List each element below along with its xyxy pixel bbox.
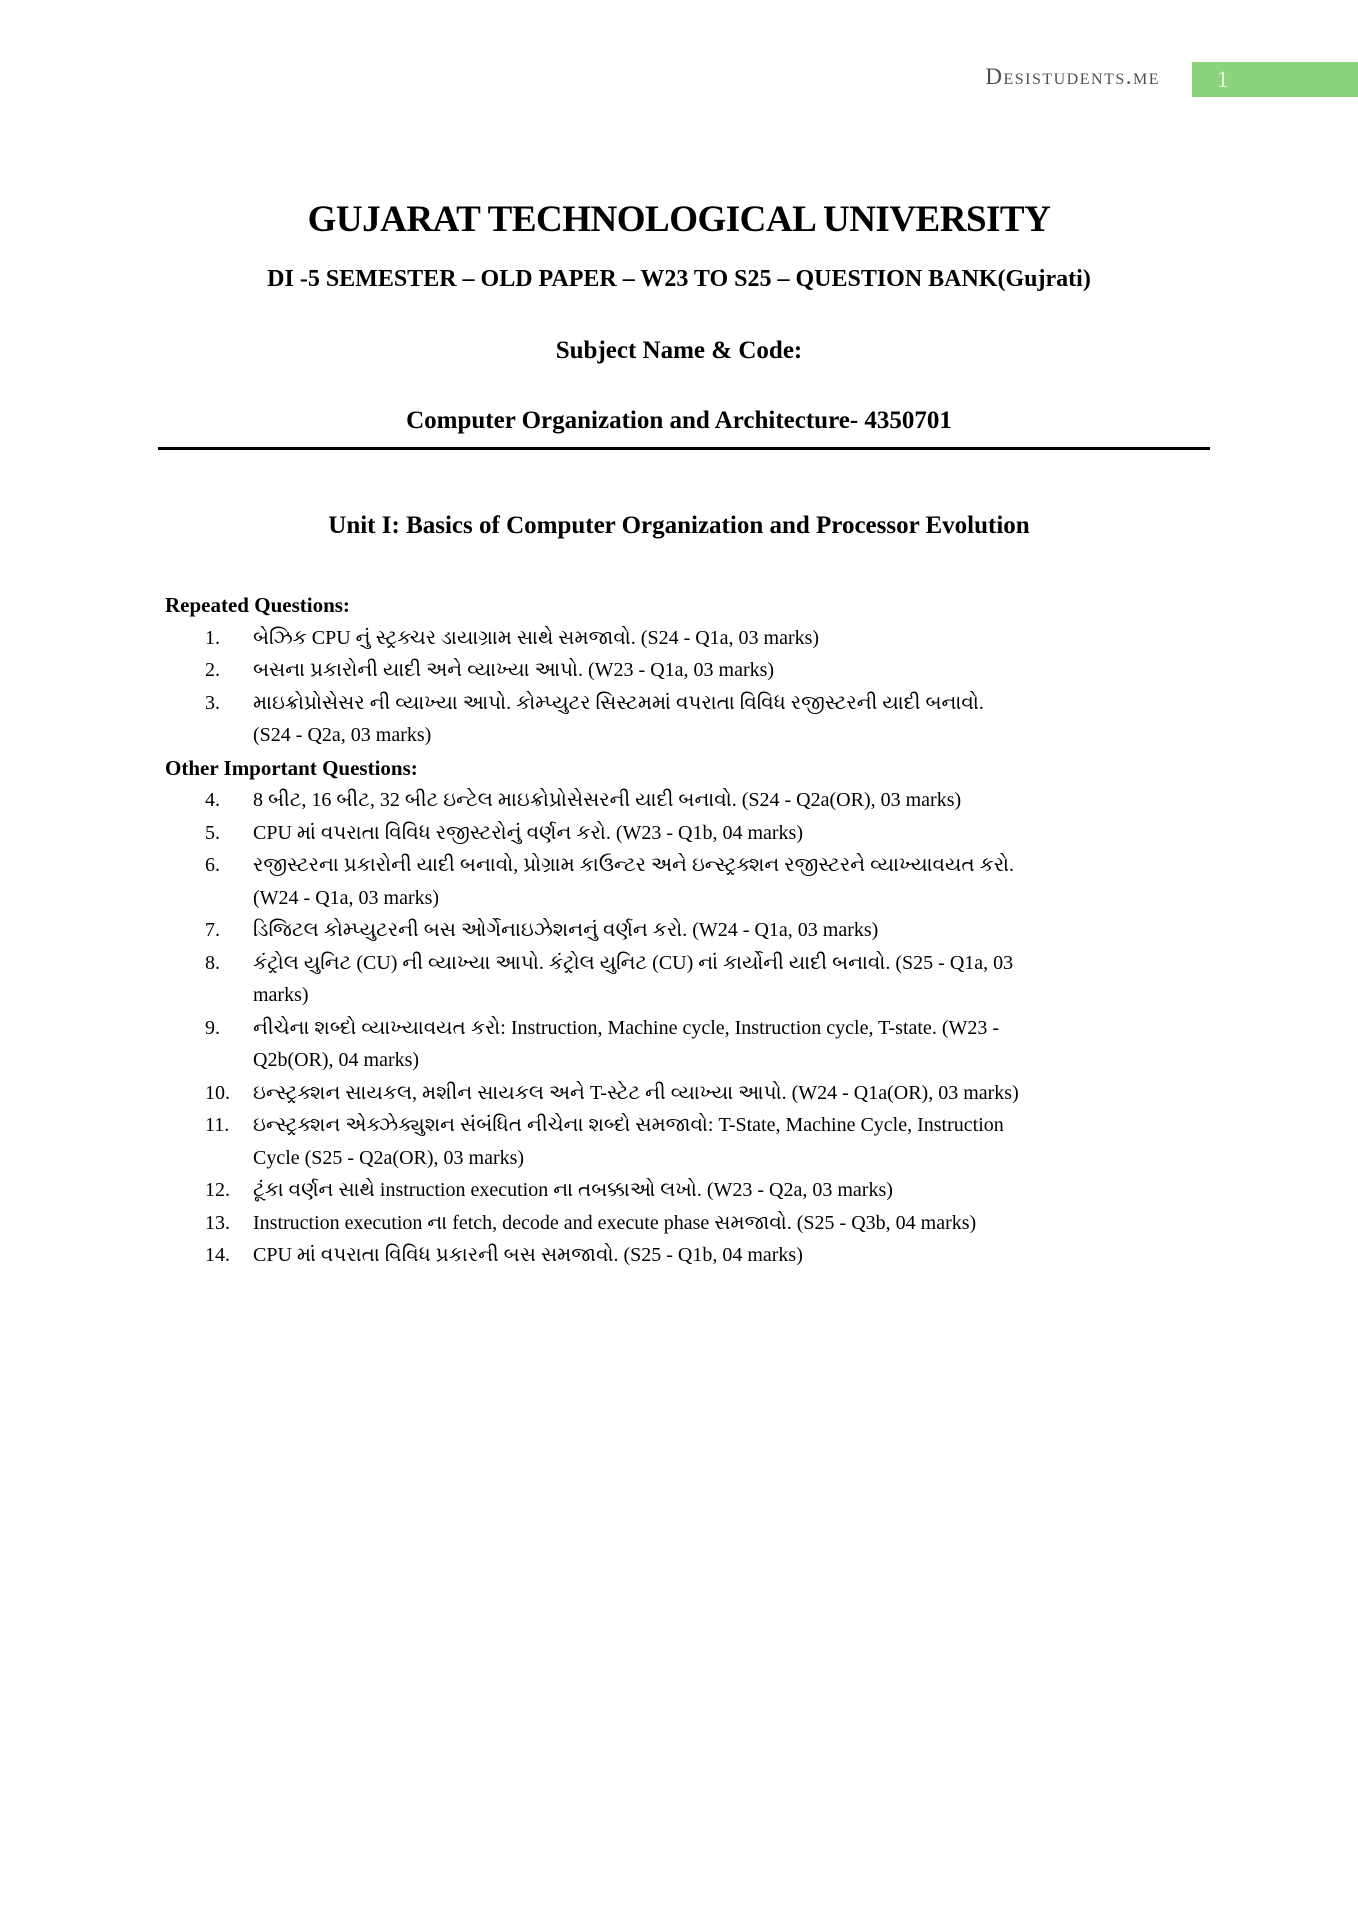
question-list <box>0 589 1358 1272</box>
page-number: 1 <box>1217 67 1229 92</box>
question-item <box>205 849 1358 914</box>
page-number-badge <box>1192 62 1358 97</box>
question-number: 4. <box>205 789 220 811</box>
question-line: નીચેના શબ્દો વ્યાખ્યાવયત કરો: Instruction, Machine cycle, Instruction cycle, T-state. (W23 - <box>253 1016 1000 1039</box>
question-number: 12. <box>205 1179 230 1201</box>
question-text <box>253 1109 1004 1174</box>
question-line: marks) <box>253 984 309 1006</box>
question-text <box>253 1174 893 1207</box>
section-heading: Other Important Questions: <box>165 755 418 780</box>
question-text <box>253 1239 803 1272</box>
question-item <box>205 1174 1358 1207</box>
question-item <box>205 1239 1358 1272</box>
question-text <box>253 1012 999 1077</box>
question-item <box>205 914 1358 947</box>
question-text <box>253 849 1014 914</box>
question-line: બસના પ્રકારોની યાદી અને વ્યાખ્યા આપો. (W23 - Q1a, 03 marks) <box>253 659 775 681</box>
question-number: 3. <box>205 691 220 714</box>
question-line: Instruction execution ના fetch, decode and execute phase સમજાવો. (S25 - Q3b, 04 marks) <box>253 1211 977 1234</box>
question-number: 5. <box>205 821 220 844</box>
question-number: 9. <box>205 1016 220 1039</box>
question-number: 11. <box>205 1114 230 1136</box>
university-title: GUJARAT TECHNOLOGICAL UNIVERSITY <box>307 199 1051 240</box>
question-item <box>205 1012 1358 1077</box>
site-watermark: Desistudents.me <box>985 64 1160 89</box>
question-line: ઇન્સ્ટ્રક્શન સાયકલ, મશીન સાયકલ અને T-સ્ટેટ ની વ્યાખ્યા આપો. (W24 - Q1a(OR), 03 marks) <box>253 1081 1019 1104</box>
question-item <box>205 784 1358 817</box>
question-number: 2. <box>205 659 220 681</box>
question-number: 1. <box>205 626 220 649</box>
question-number: 10. <box>205 1081 230 1104</box>
question-text <box>253 687 984 752</box>
question-text <box>253 817 803 850</box>
question-text <box>253 784 961 817</box>
question-line: માઇક્રોપ્રોસેસર ની વ્યાખ્યા આપો. કોમ્પ્યુટર સિસ્ટમમાં વપરાતા વિવિધ રજીસ્ટરની યાદી બનાવો. <box>253 691 984 714</box>
question-text <box>253 1207 976 1240</box>
paper-subtitle: DI -5 SEMESTER – OLD PAPER – W23 TO S25 – QUESTION BANK(Gujrati) <box>267 266 1091 292</box>
question-number: 7. <box>205 919 220 941</box>
question-line: CPU માં વપરાતા વિવિધ પ્રકારની બસ સમજાવો. (S25 - Q1b, 04 marks) <box>253 1244 803 1266</box>
question-line: ઇન્સ્ટ્રક્શન એક્ઝેક્યુશન સંબંધિત નીચેના શબ્દો સમજાવો: T-State, Machine Cycle, Instruction <box>253 1114 1004 1136</box>
question-item <box>205 947 1358 1012</box>
question-item <box>205 817 1358 850</box>
question-item <box>205 1109 1358 1174</box>
question-item <box>205 687 1358 752</box>
question-number: 13. <box>205 1211 230 1234</box>
question-line: (W24 - Q1a, 03 marks) <box>253 886 440 909</box>
question-text <box>253 654 774 687</box>
question-line: ડિજિટલ કોમ્પ્યુટરની બસ ઓર્ગેનાઇઝેશનનું વર્ણન કરો. (W24 - Q1a, 03 marks) <box>253 919 879 941</box>
question-line: બેઝિક CPU નું સ્ટ્રક્ચર ડાયાગ્રામ સાથે સમજાવો. (S24 - Q1a, 03 marks) <box>253 626 820 649</box>
question-line: Q2b(OR), 04 marks) <box>253 1049 420 1071</box>
section-heading: Repeated Questions: <box>165 593 350 617</box>
question-line: કંટ્રોલ યુનિટ (CU) ની વ્યાખ્યા આપો. કંટ્રોલ યુનિટ (CU) નાં કાર્યોની યાદી બનાવો. (S25 - Q1a, 03 <box>253 951 1014 974</box>
question-text <box>253 1077 1019 1110</box>
question-number: 6. <box>205 854 220 876</box>
question-item <box>205 654 1358 687</box>
question-text <box>253 914 878 947</box>
question-line: CPU માં વપરાતા વિવિધ રજીસ્ટરોનું વર્ણન કરો. (W23 - Q1b, 04 marks) <box>253 821 804 844</box>
question-item <box>205 622 1358 655</box>
subject-label: Subject Name & Code: <box>555 337 803 364</box>
horizontal-rule <box>158 447 1210 450</box>
question-number: 14. <box>205 1244 230 1266</box>
question-line: ટૂંકા વર્ણન સાથે instruction execution ના તબક્કાઓ લખો. (W23 - Q2a, 03 marks) <box>253 1179 893 1201</box>
question-text <box>253 622 819 655</box>
question-item <box>205 1207 1358 1240</box>
question-line: 8 બીટ, 16 બીટ, 32 બીટ ઇન્ટેલ માઇક્રોપ્રોસેસરની યાદી બનાવો. (S24 - Q2a(OR), 03 marks) <box>253 789 962 811</box>
subject-name: Computer Organization and Architecture- 4350701 <box>406 407 952 434</box>
question-number: 8. <box>205 951 220 974</box>
unit-title: Unit I: Basics of Computer Organization and Processor Evolution <box>328 512 1030 539</box>
question-line: (S24 - Q2a, 03 marks) <box>253 724 432 746</box>
question-line: Cycle (S25 - Q2a(OR), 03 marks) <box>253 1146 525 1169</box>
question-item <box>205 1077 1358 1110</box>
question-text <box>253 947 1013 1012</box>
question-line: રજીસ્ટરના પ્રકારોની યાદી બનાવો, પ્રોગ્રામ કાઉન્ટર અને ઇન્સ્ટ્રક્શન રજીસ્ટરને વ્યાખ્યાવયત કરો. <box>253 854 1015 876</box>
